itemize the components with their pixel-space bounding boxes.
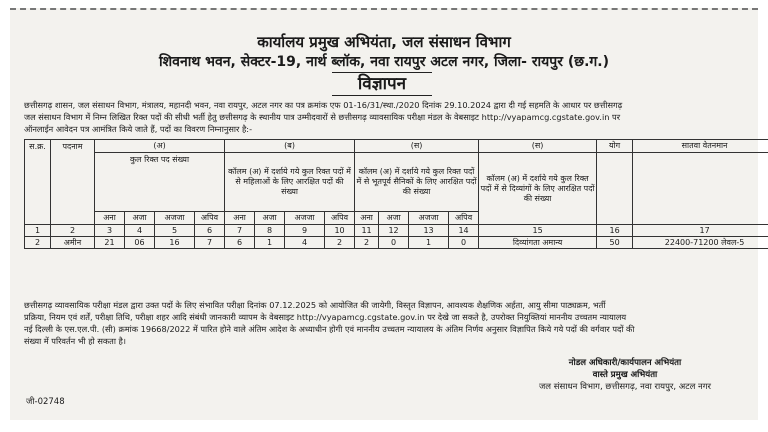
data-cell: 0 bbox=[379, 237, 409, 249]
num-cell: 8 bbox=[255, 225, 285, 237]
data-cell: 21 bbox=[95, 237, 125, 249]
table-header-row bbox=[25, 140, 768, 153]
data-cell: 4 bbox=[285, 237, 325, 249]
num-cell: 7 bbox=[225, 225, 255, 237]
header-col-d: (स) bbox=[479, 140, 597, 153]
intro-line-2: जल संसाधन विभाग में निम्न लिखित रिक्त पदों की सीधी भर्ती हेतु छत्तीसगढ़ के स्थानीय पात्र उम्मीदवारों से छत्तीसगढ़ व्यावसायिक परीक्षा मंडल के वेबसाइट http://vyapamcg.cgstate.gov.in पर bbox=[24, 112, 621, 122]
office-title: कार्यालय प्रमुख अभियंता, जल संसाधन विभाग bbox=[257, 33, 511, 51]
vacancy-table bbox=[24, 139, 768, 249]
signature-title: नोडल अधिकारी/कार्यपालन अभियंता bbox=[568, 358, 682, 368]
data-cell: 16 bbox=[155, 237, 195, 249]
num-cell: 10 bbox=[325, 225, 355, 237]
desc-pay bbox=[633, 153, 768, 225]
footer-line-1: छत्तीसगढ़ व्यावसायिक परीक्षा मंडल द्वारा उक्त पदों के लिए संभावित परीक्षा दिनांक 07.12.2025 को आयोजित की जायेगी, विस्तृत विज्ञापन, आवश्यक शैक्षणिक अर्हता, आयु सीमा पाठ्यक्रम, भर्ती bbox=[24, 300, 606, 310]
table-data-row bbox=[25, 237, 768, 249]
office-address: शिवनाथ भवन, सेक्टर-19, नार्थ ब्लॉक, नवा रायपुर अटल नगर, जिला- रायपुर (छ.ग.) bbox=[159, 54, 609, 70]
header-col-a: (अ) bbox=[95, 140, 225, 153]
cat-b-st: अजजा bbox=[285, 212, 325, 225]
table-desc-row bbox=[25, 153, 768, 212]
num-cell: 2 bbox=[51, 225, 95, 237]
desc-total bbox=[597, 153, 633, 225]
data-cell: 2 bbox=[325, 237, 355, 249]
signature-on-behalf: वास्ते प्रमुख अभियंता bbox=[592, 370, 658, 380]
header-col-b: (ब) bbox=[225, 140, 355, 153]
desc-col-b: कॉलम (अ) में दर्शाये गये कुल रिक्त पदों में से महिलाओं के लिए आरक्षित पदों की संख्या bbox=[225, 153, 355, 212]
num-cell: 11 bbox=[355, 225, 379, 237]
data-cell: 6 bbox=[225, 237, 255, 249]
data-cell: 2 bbox=[355, 237, 379, 249]
desc-col-d: कॉलम (अ) में दर्शाये गये कुल रिक्त पदों में से दिव्यांगों के लिए आरक्षित पदों की संख्या bbox=[479, 153, 597, 225]
cat-b-ur: अना bbox=[225, 212, 255, 225]
header-post: पदनाम bbox=[51, 140, 95, 225]
header-sno: स.क्र. bbox=[25, 140, 51, 225]
cat-c-obc: अपिव bbox=[449, 212, 479, 225]
header-pay: सातवा वेतनमान bbox=[633, 140, 768, 153]
cat-c-sc: अजा bbox=[379, 212, 409, 225]
cat-a-obc: अपिव bbox=[195, 212, 225, 225]
cat-c-ur: अना bbox=[355, 212, 379, 225]
desc-col-a: कुल रिक्त पद संख्या bbox=[95, 153, 225, 212]
header-col-c: (स) bbox=[355, 140, 479, 153]
data-cell: 7 bbox=[195, 237, 225, 249]
cat-b-sc: अजा bbox=[255, 212, 285, 225]
cat-a-ur: अना bbox=[95, 212, 125, 225]
num-cell: 4 bbox=[125, 225, 155, 237]
num-cell: 12 bbox=[379, 225, 409, 237]
desc-col-c: कॉलम (अ) में दर्शाये गये कुल रिक्त पदों में से भूतपूर्व सैनिकों के लिए आरक्षित पदों की संख्या bbox=[355, 153, 479, 212]
table-number-row bbox=[25, 225, 768, 237]
advertisement-page bbox=[10, 8, 758, 420]
cat-a-sc: अजा bbox=[125, 212, 155, 225]
num-cell: 16 bbox=[597, 225, 633, 237]
cat-a-st: अजजा bbox=[155, 212, 195, 225]
footer-line-4: संख्या में परिवर्तन भी हो सकता है। bbox=[24, 336, 126, 346]
footer-line-2: प्रक्रिया, नियम एवं शर्तें, परीक्षा तिथि, परीक्षा शहर आदि संबंधी जानकारी व्यापम के वेबसाइट http://vyapamcg.cgstate.gov.in पर देखे जा सकते है, उपरोक्त नियुक्तियां माननीय उच्चतम न्यायालय bbox=[24, 312, 627, 322]
num-cell: 15 bbox=[479, 225, 597, 237]
data-cell: 50 bbox=[597, 237, 633, 249]
data-cell: 2 bbox=[25, 237, 51, 249]
num-cell: 5 bbox=[155, 225, 195, 237]
data-cell: अमीन bbox=[51, 237, 95, 249]
data-cell: 0 bbox=[449, 237, 479, 249]
data-cell: 1 bbox=[409, 237, 449, 249]
num-cell: 13 bbox=[409, 225, 449, 237]
signature-department: जल संसाधन विभाग, छत्तीसगढ़, नवा रायपुर, अटल नगर bbox=[538, 382, 712, 392]
header-total: योग bbox=[597, 140, 633, 153]
data-cell: दिव्यांगता अमान्य bbox=[479, 237, 597, 249]
num-cell: 1 bbox=[25, 225, 51, 237]
footer-line-3: नई दिल्ली के एस.एल.पी. (सी) क्रमांक 19668/2022 में पारित होने वाले अंतिम आदेश के अध्याधीन होगी एवं माननीय उच्चतम न्यायालय के अंतिम निर्णय अनुसार विज्ञापित किये गये पदों की वर्गवार पदों की bbox=[24, 324, 635, 334]
intro-line-3: ऑनलाईन आवेदन पत्र आमंत्रित किये जाते हैं, पदों का विवरण निम्नानुसार है:- bbox=[24, 124, 253, 134]
data-cell: 1 bbox=[255, 237, 285, 249]
num-cell: 6 bbox=[195, 225, 225, 237]
reference-number: जी-02748 bbox=[26, 397, 65, 407]
data-cell: 06 bbox=[125, 237, 155, 249]
cat-b-obc: अपिव bbox=[325, 212, 355, 225]
data-cell: 22400-71200 लेवल-5 bbox=[633, 237, 768, 249]
advertisement-heading: विज्ञापन bbox=[332, 72, 432, 96]
num-cell: 3 bbox=[95, 225, 125, 237]
num-cell: 9 bbox=[285, 225, 325, 237]
cat-c-st: अजजा bbox=[409, 212, 449, 225]
intro-line-1: छत्तीसगढ़ शासन, जल संसाधन विभाग, मंत्रालय, महानदी भवन, नवा रायपुर, अटल नगर का पत्र क्रमांक एफ 01-16/31/स्था./2020 दिनांक 29.10.2024 द्वारा दी गई सहमति के आधार पर छत्तीसगढ़ bbox=[24, 100, 623, 110]
num-cell: 14 bbox=[449, 225, 479, 237]
num-cell: 17 bbox=[633, 225, 768, 237]
